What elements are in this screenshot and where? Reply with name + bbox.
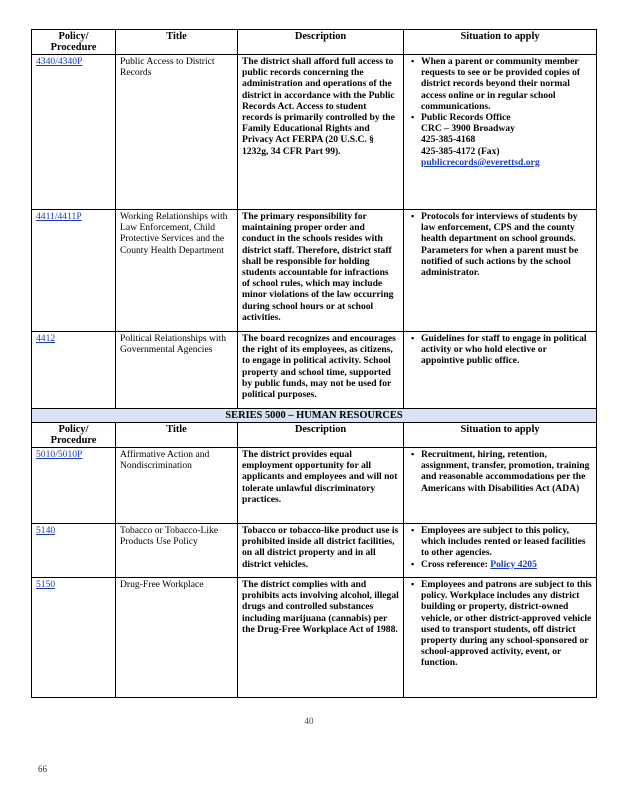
table-row bbox=[32, 448, 597, 524]
title-cell: Affirmative Action and Nondiscrimination bbox=[116, 448, 238, 524]
crossref-label: Cross reference: bbox=[421, 558, 491, 570]
header-policy: Policy/ Procedure bbox=[32, 423, 116, 448]
description-cell: The board recognizes and encourages the right of its employees, as citizens, to engage in political activity. School property and school time, supported by public funds, may not be used for political purposes. bbox=[238, 332, 404, 418]
table-header-row bbox=[32, 30, 597, 55]
situation-bullet: ▪ Employees and patrons are subject to this policy. Workplace includes any district building or property, district-owned vehicle, or other district-approved vehicle used to transport students, off district property during any school-sponsored or school-approved activity, event, or function. bbox=[421, 579, 592, 669]
crossref-link-policy-4205[interactable]: Policy 4205 bbox=[490, 558, 537, 570]
series-header-row bbox=[32, 409, 597, 423]
office-address: CRC – 3900 Broadway bbox=[421, 123, 515, 135]
situation-cell bbox=[404, 524, 597, 578]
policy-link-4411[interactable]: 4411/4411P bbox=[36, 211, 82, 222]
series-title: SERIES 5000 – HUMAN RESOURCES bbox=[32, 409, 597, 423]
header-policy: Policy/ Procedure bbox=[32, 30, 116, 55]
table-row bbox=[32, 332, 597, 418]
situation-cell bbox=[404, 210, 597, 332]
description-cell: The district complies with and prohibits acts involving alcohol, illegal drugs and controlled substances including marijuana (cannabis) per the Drug-Free Workplace Act of 1988. bbox=[238, 578, 404, 698]
situation-bullet-contact bbox=[421, 112, 592, 168]
situation-bullet: ▪ When a parent or community member requests to see or be provided copies of district records beyond their normal access online or in regular school communications. bbox=[421, 56, 592, 112]
policy-table-4000 bbox=[31, 29, 597, 418]
title-cell: Drug-Free Workplace bbox=[116, 578, 238, 698]
policy-link-5140[interactable]: 5140 bbox=[36, 525, 56, 536]
header-situation: Situation to apply bbox=[404, 30, 597, 55]
description-cell: The district shall afford full access to public records concerning the administration and operations of the district in accordance with the Public Records Act. Access to student records is primarily controlled by the Family Educational Rights and Privacy Act FERPA (20 U.S.C. § 1232g, 34 CFR Part 99). bbox=[238, 55, 404, 210]
table-row bbox=[32, 55, 597, 210]
policy-cell bbox=[32, 210, 116, 332]
header-description: Description bbox=[238, 30, 404, 55]
header-title: Title bbox=[116, 30, 238, 55]
table-row bbox=[32, 578, 597, 698]
policy-link-5150[interactable]: 5150 bbox=[36, 579, 56, 590]
title-cell: Political Relationships with Governmental Agencies bbox=[116, 332, 238, 418]
situation-bullet: ▪ Recruitment, hiring, retention, assignment, transfer, promotion, training and reasonable accommodations per the Americans with Disabilities Act (ADA) bbox=[421, 449, 592, 494]
description-cell: The primary responsibility for maintaining proper order and conduct in the schools resides with district staff. Therefore, district staff shall be responsible for holding students accountable for infractions of school rules, which may include minor violations of the law occurring during school hours or at school activities. bbox=[238, 210, 404, 332]
description-cell: Tobacco or tobacco-like product use is prohibited inside all district facilities, on all district property and in all district vehicles. bbox=[238, 524, 404, 578]
policy-cell bbox=[32, 55, 116, 210]
office-fax: 425-385-4172 (Fax) bbox=[421, 145, 500, 157]
policy-cell bbox=[32, 332, 116, 418]
policy-cell bbox=[32, 448, 116, 524]
header-description: Description bbox=[238, 423, 404, 448]
situation-bullet: ▪ Protocols for interviews of students by law enforcement, CPS and the county health department on school grounds. Parameters for when a parent must be notified of such actions by the school administrator. bbox=[421, 211, 592, 278]
situation-bullet: ▪ Guidelines for staff to engage in political activity or who hold elective or appointive public office. bbox=[421, 333, 592, 367]
header-title: Title bbox=[116, 423, 238, 448]
description-cell: The district provides equal employment opportunity for all applicants and employees and will not tolerate unlawful discriminatory practices. bbox=[238, 448, 404, 524]
policy-table-5000 bbox=[31, 408, 597, 698]
table-row bbox=[32, 210, 597, 332]
policy-link-4340[interactable]: 4340/4340P bbox=[36, 56, 83, 67]
page-number: 40 bbox=[304, 716, 314, 726]
situation-cell bbox=[404, 55, 597, 210]
footer-page-number: 66 bbox=[38, 764, 47, 774]
situation-bullet-crossref bbox=[421, 559, 592, 570]
policy-cell bbox=[32, 524, 116, 578]
title-cell: Public Access to District Records bbox=[116, 55, 238, 210]
situation-cell bbox=[404, 578, 597, 698]
table-header-row bbox=[32, 423, 597, 448]
situation-cell bbox=[404, 332, 597, 418]
title-cell: Working Relationships with Law Enforcement, Child Protective Services and the County Health Department bbox=[116, 210, 238, 332]
policy-link-4412[interactable]: 4412 bbox=[36, 333, 56, 344]
situation-cell bbox=[404, 448, 597, 524]
situation-bullet: ▪ Employees are subject to this policy, which includes rented or leased facilities to other agencies. bbox=[421, 525, 592, 559]
table-row bbox=[32, 524, 597, 578]
office-email-link[interactable]: publicrecords@everettsd.org bbox=[421, 156, 540, 168]
policy-link-5010[interactable]: 5010/5010P bbox=[36, 449, 83, 460]
office-phone: 425-385-4168 bbox=[421, 134, 476, 146]
office-name: Public Records Office bbox=[421, 112, 511, 124]
header-situation: Situation to apply bbox=[404, 423, 597, 448]
title-cell: Tobacco or Tobacco-Like Products Use Policy bbox=[116, 524, 238, 578]
policy-cell bbox=[32, 578, 116, 698]
